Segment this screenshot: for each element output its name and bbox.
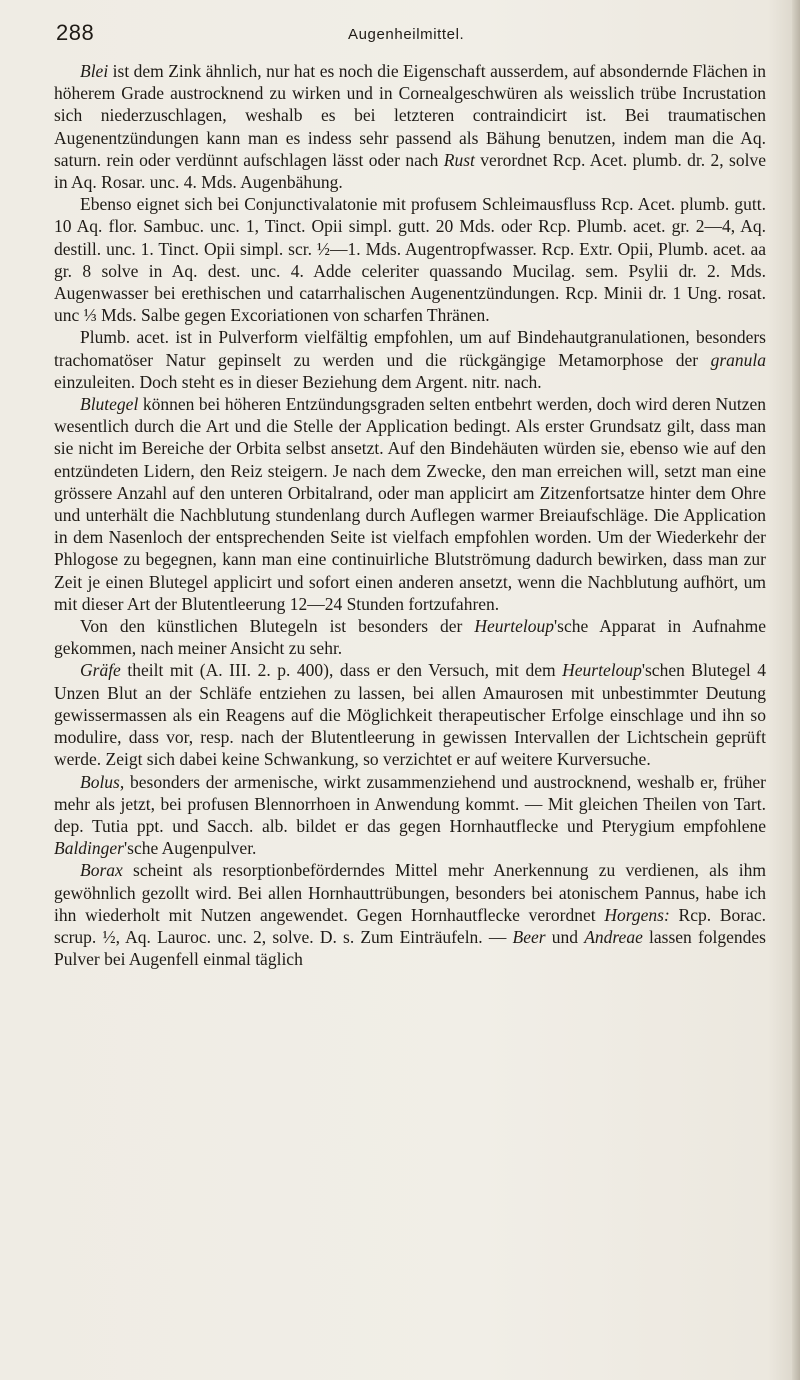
paragraph-borax: Borax scheint als resorptionbeförderndes Mittel mehr Anerkennung zu verdienen, als ihm gewöhnlich gezollt wird. Bei allen Hornhauttrübungen, besonders bei atonischem Pannus, habe ich ihn wiederholt mit Nutzen angewendet. Gegen Hornhautflecke verordnet Horgens: Rcp. Borac. scrup. ½, Aq. Lauroc. unc. 2, solve. D. s. Zum Einträufeln. — Beer und Andreae lassen folgendes Pulver bei Augenfell einmal täglich [54,860,766,970]
paragraph-blutegel: Blutegel können bei höheren Entzündungsgraden selten entbehrt werden, doch wird deren Nutzen wesentlich durch die Art und die Stelle der Application bedingt. Als erster Grundsatz gilt, dass man sie nicht im Bereiche der Orbita selbst ansetzt. Auf den Bindehäuten würden sie, ebenso wie auf den entzündeten Lidern, den Reiz steigern. Je nach dem Zwecke, den man erreichen will, setzt man eine grössere Anzahl auf den unteren Orbitalrand, oder man applicirt am Zitzenfortsatze hinter dem Ohre und unterhält die Nachblutung stundenlang durch Auflegen warmer Breiaufschläge. Die Application in dem Nasenloch der entsprechenden Seite ist vielfach empfohlen worden. Um der Wiederkehr der Phlogose zu begegnen, kann man eine continuirliche Blutströmung dadurch bewirken, dass man zur Zeit je einen Blutegel applicirt und sofort einen anderen ansetzt, wenn die Nachblutung aufhört, um mit dieser Art der Blutentleerung 12—24 Stunden fortzufahren. [54,394,766,614]
term-graefe: Gräfe [80,660,121,681]
page-header [56,20,756,50]
term-borax: Borax [80,860,123,881]
paragraph-blei: Blei ist dem Zink ähnlich, nur hat es noch die Eigenschaft ausserdem, auf absondernde Flächen in höherem Grade austrocknend zu wirken und in Cornealgeschwüren als weisslich trübe Incrustation sich niederzuschlagen, weshalb es bei letzteren contraindicirt ist. Bei traumatischen Augenentzündungen kann man es indess sehr passend als Bähung benutzen, indem man die Aq. saturn. rein oder verdünnt aufschlagen lässt oder nach Rust verordnet Rcp. Acet. plumb. dr. 2, solve in Aq. Rosar. unc. 4. Mds. Augenbähung. [54,61,766,193]
page-number: 288 [56,20,95,45]
paragraph-plumb-acet: Plumb. acet. ist in Pulverform vielfältig empfohlen, um auf Bindehautgranulationen, besonders trachomatöser Natur gepinselt zu werden und die rückgängige Metamorphose der granula einzuleiten. Doch steht es in dieser Beziehung dem Argent. nitr. nach. [54,327,766,392]
paragraph-graefe: Gräfe theilt mit (A. III. 2. p. 400), dass er den Versuch, mit dem Heurteloup'schen Blutegel 4 Unzen Blut an der Schläfe entziehen zu lassen, bei allen Amaurosen mit unbestimmter Deutung gewissermassen als ein Reagens auf die Möglichkeit therapeutischer Erfolge einschlage und ihn so modulire, dass vor, resp. nach der Blutentleerung in gewissen Intervallen der Lichtschein geprüft werde. Zeigt sich dabei keine Schwankung, so verzichtet er auf weitere Kurversuche. [54,660,766,770]
term-blei: Blei [80,61,109,81]
term-blutegel: Blutegel [80,394,139,415]
paragraph-bolus: Bolus, besonders der armenische, wirkt zusammenziehend und austrocknend, weshalb er, früher mehr als jetzt, bei profusen Blennorrhoen in Anwendung kommt. — Mit gleichen Theilen von Tart. dep. Tutia ppt. und Sacch. alb. bildet er das gegen Hornhautflecke und Pterygium empfohlene Baldinger'sche Augenpulver. [54,771,766,859]
term-bolus: Bolus [80,771,120,792]
running-head: Augenheilmittel. [348,26,465,43]
body-text [54,60,766,970]
paragraph-kuenstliche-blutegel: Von den künstlichen Blutegeln ist besonders der Heurteloup'sche Apparat in Aufnahme gekommen, nach meiner Ansicht zu sehr. [54,616,766,659]
page-edge-shadow [792,0,800,1380]
paragraph-conjunctivalatonie: Ebenso eignet sich bei Conjunctivalatonie mit profusem Schleimausfluss Rcp. Acet. plumb. gutt. 10 Aq. flor. Sambuc. unc. 1, Tinct. Opii simpl. gutt. 20 Mds. oder Rcp. Plumb. acet. gr. 2—4, Aq. destill. unc. 1. Tinct. Opii simpl. scr. ½—1. Mds. Augentropfwasser. Rcp. Extr. Opii, Plumb. acet. aa gr. 8 solve in Aq. dest. unc. 4. Adde celeriter quassando Mucilag. sem. Psylii dr. 2. Mds. Augenwasser bei erethischen und catarrhalischen Augenentzündungen. Rcp. Minii dr. 1 Ung. rosat. unc ⅓ Mds. Salbe gegen Excoriationen von scharfen Thränen. [54,194,766,326]
